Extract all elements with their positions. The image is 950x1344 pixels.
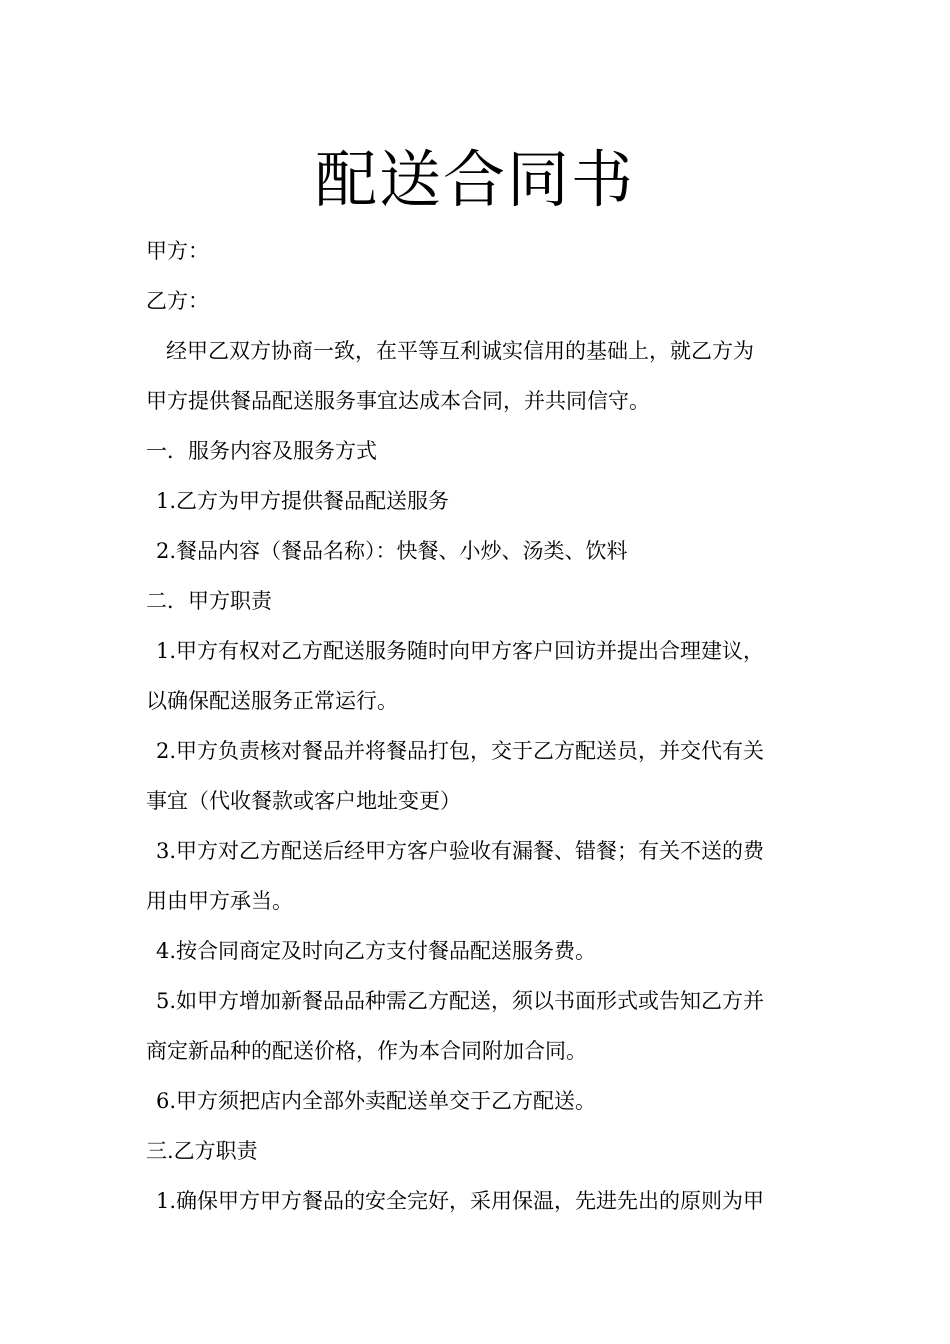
section-heading-3: 三.乙方职责 [146,1139,258,1163]
section-2-item-1-line-2: 以确保配送服务正常运行。 [146,689,398,713]
party-b-line: 乙方： [146,289,209,313]
section-2-item-4: 4.按合同商定及时向乙方支付餐品配送服务费。 [156,939,597,963]
section-2-item-5-line-2: 商定新品种的配送价格，作为本合同附加合同。 [146,1039,587,1063]
section-2-item-1-line-1: 1.甲方有权对乙方配送服务随时向甲方客户回访并提出合理建议， [156,639,765,663]
party-a-line: 甲方： [146,239,209,263]
section-2-item-3-line-1: 3.甲方对乙方配送后经甲方客户验收有漏餐、错餐；有关不送的费 [156,839,765,863]
section-heading-2: 二．甲方职责 [146,589,272,613]
section-1-item-2: 2.餐品内容（餐品名称）：快餐、小炒、汤类、饮料 [156,539,628,563]
section-2-item-2-line-2: 事宜（代收餐款或客户地址变更） [146,789,461,813]
intro-paragraph-line-2: 甲方提供餐品配送服务事宜达成本合同，并共同信守。 [146,389,650,413]
section-heading-1: 一．服务内容及服务方式 [146,439,377,463]
section-2-item-6: 6.甲方须把店内全部外卖配送单交于乙方配送。 [156,1089,597,1113]
section-2-item-5-line-1: 5.如甲方增加新餐品品种需乙方配送，须以书面形式或告知乙方并 [156,989,765,1013]
section-2-item-3-line-2: 用由甲方承当。 [146,889,293,913]
section-2-item-2-line-1: 2.甲方负责核对餐品并将餐品打包，交于乙方配送员，并交代有关 [156,739,765,763]
intro-paragraph-line-1: 经甲乙双方协商一致，在平等互利诚实信用的基础上，就乙方为 [166,339,754,363]
section-3-item-1-line-1: 1.确保甲方甲方餐品的安全完好，采用保温，先进先出的原则为甲 [156,1189,765,1213]
document-title: 配送合同书 [314,143,635,216]
section-1-item-1: 1.乙方为甲方提供餐品配送服务 [156,489,450,513]
document-body [146,226,810,1226]
